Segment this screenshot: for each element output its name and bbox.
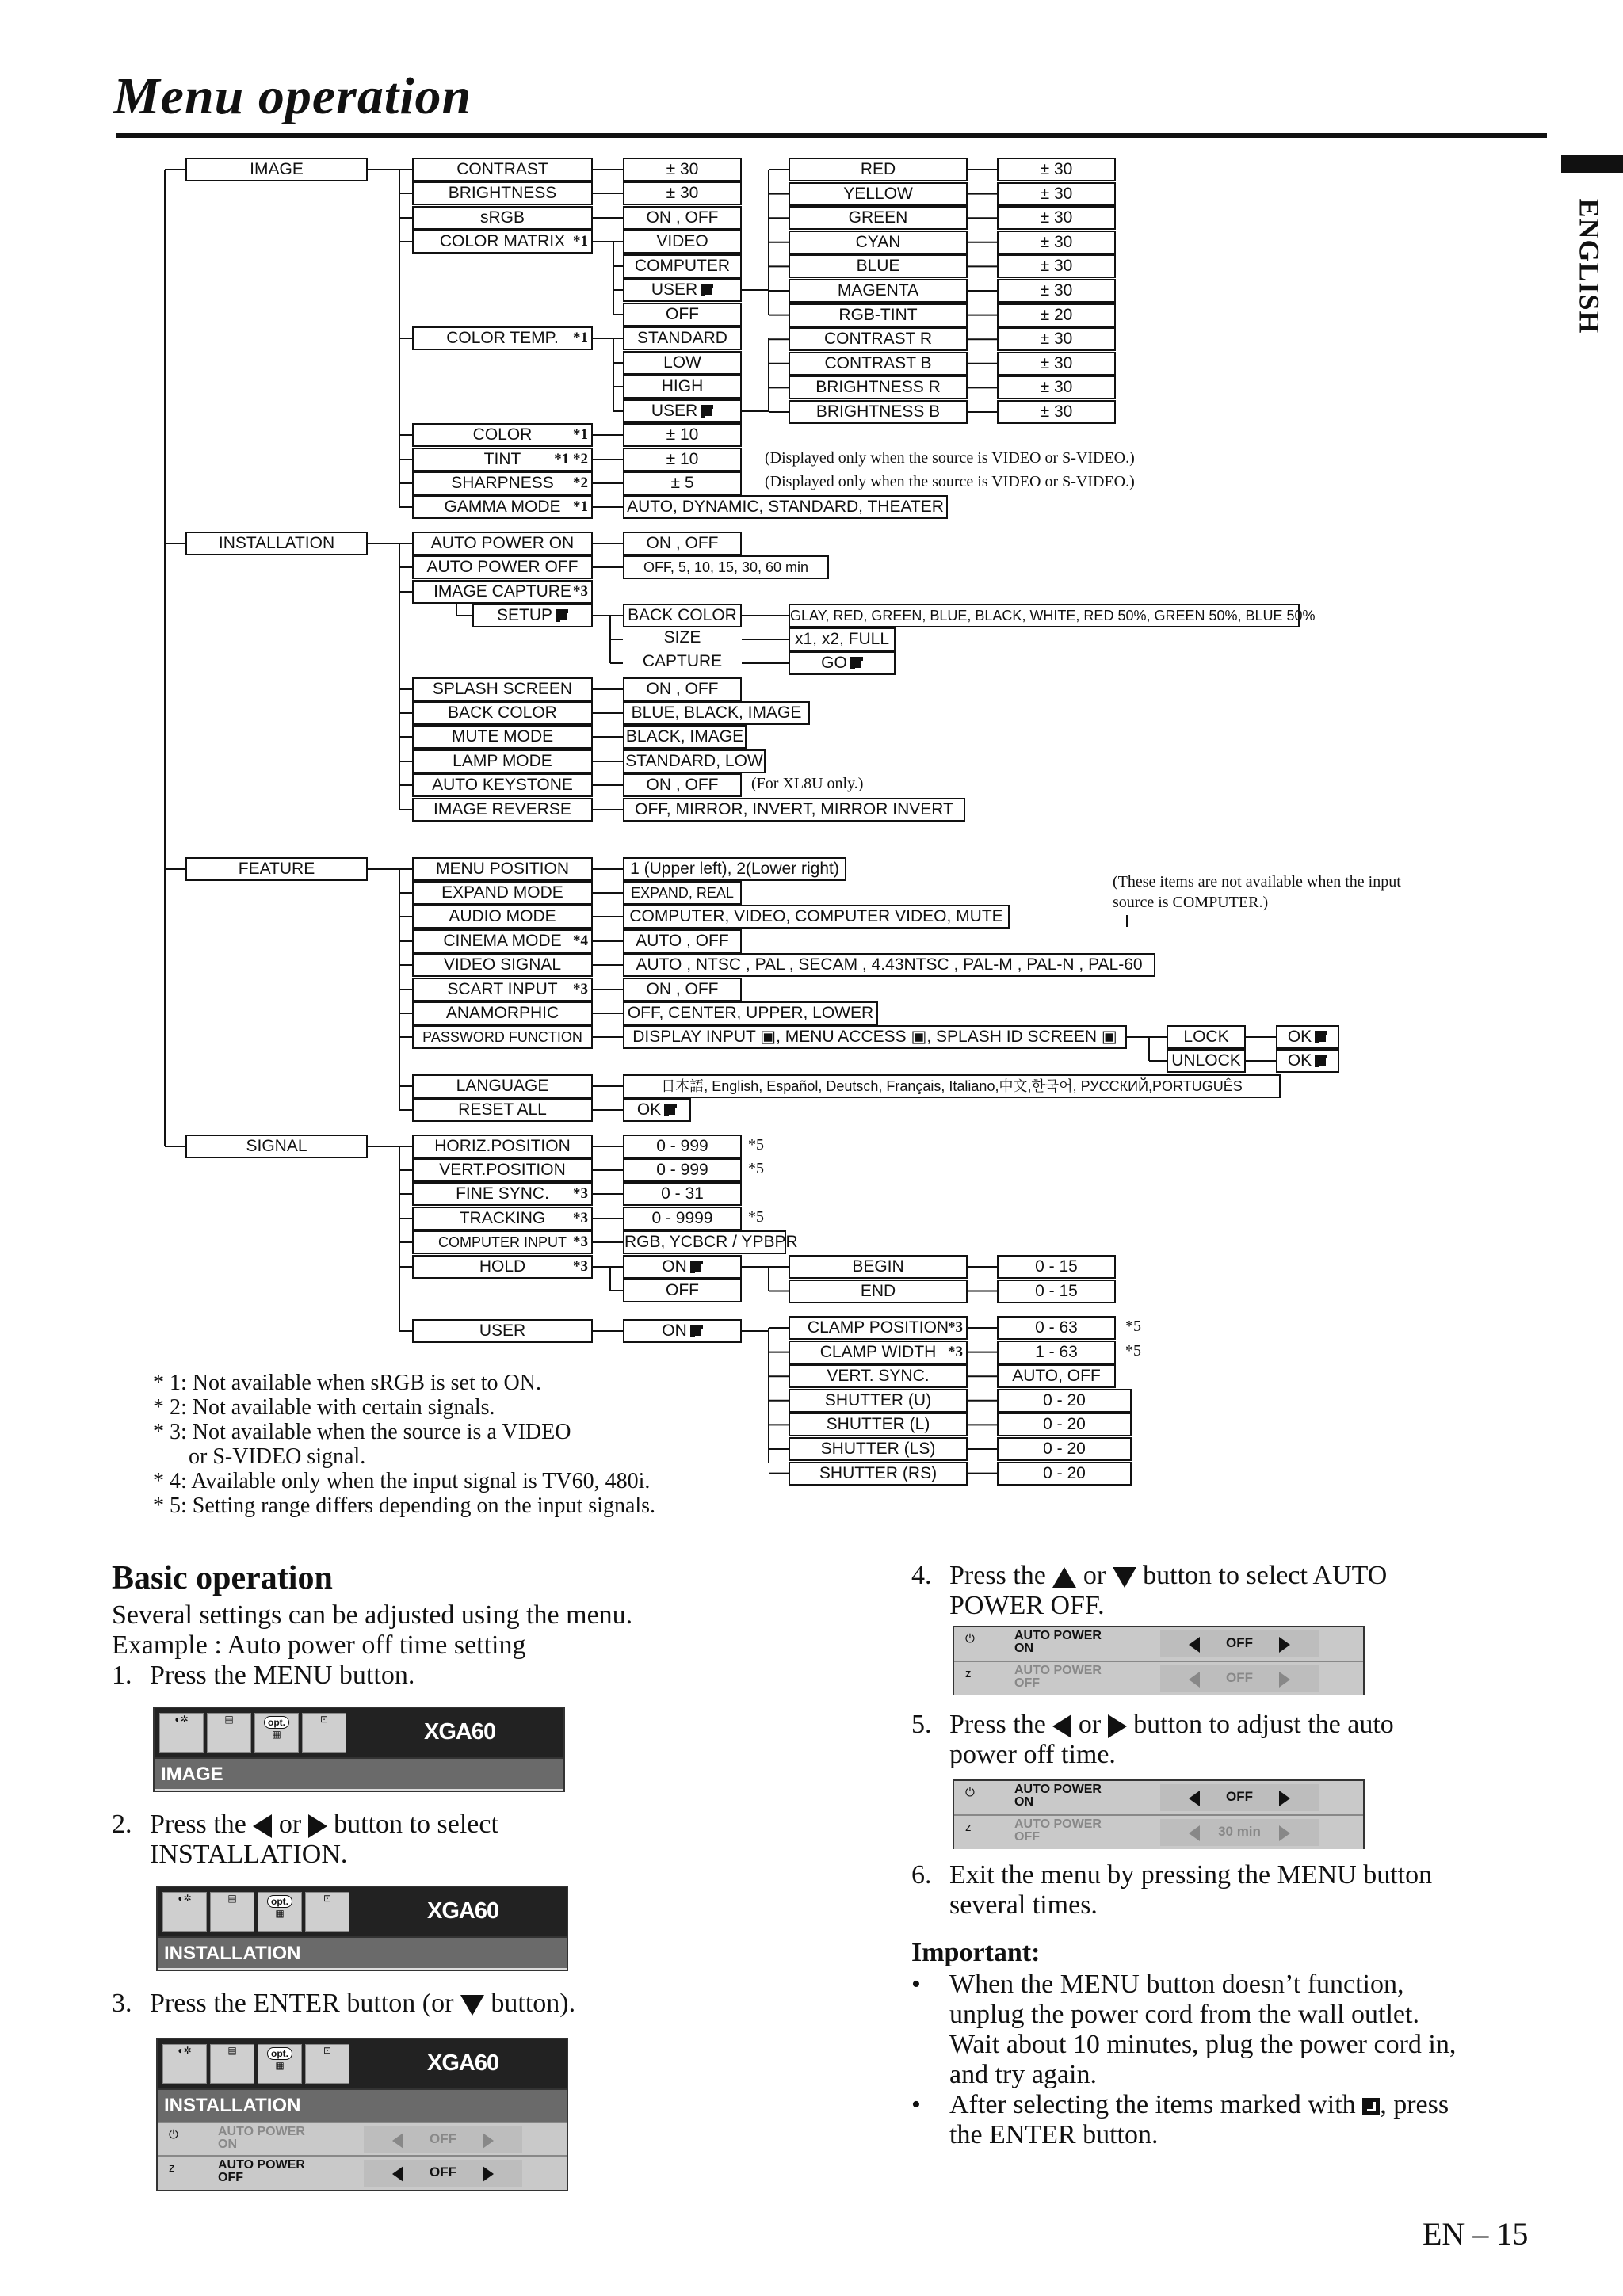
signal-item-user: USER: [412, 1319, 593, 1343]
user-value-4: 0 - 20: [997, 1413, 1132, 1436]
feature-item-menu-position: MENU POSITION: [412, 857, 593, 881]
footnote-0: * 1: Not available when sRGB is set to ON.: [153, 1371, 541, 1395]
image-icon: ◐✲: [159, 1713, 204, 1753]
user-item-shutter-ls: SHUTTER (LS): [789, 1437, 968, 1461]
signal-item-computer-input: COMPUTER INPUT *3: [412, 1230, 593, 1254]
osd-row-auto-power-on[interactable]: ⏻ AUTO POWER ON OFF: [158, 2122, 567, 2157]
user-item-shutter-rs: SHUTTER (RS): [789, 1462, 968, 1486]
signal-star-1: *5: [748, 1160, 764, 1177]
footnote-5: * 5: Setting range differs depending on the input signals.: [153, 1493, 656, 1518]
user-value-0: 0 - 63: [997, 1316, 1116, 1340]
right-arrow-icon[interactable]: [1279, 1825, 1290, 1841]
power-on-icon: ⏻: [169, 2128, 178, 2142]
feature-value-3: AUTO , OFF: [623, 929, 742, 953]
matrix-item-magenta: MAGENTA: [789, 279, 968, 303]
hold-item-end: END: [789, 1280, 968, 1303]
installation-item-splash-screen: SPLASH SCREEN: [412, 677, 593, 701]
user-item-shutter-u: SHUTTER (U): [789, 1389, 968, 1413]
osd-row-auto-power-on[interactable]: ⏻ AUTO POWER ON OFF: [954, 1627, 1363, 1661]
footnote-3: or S-VIDEO signal.: [189, 1444, 366, 1469]
page-number: EN – 15: [1423, 2216, 1529, 2252]
matrix-value-0: ± 30: [997, 158, 1116, 181]
footnote-1: * 2: Not available with certain signals.: [153, 1395, 495, 1420]
signal-item-horiz-position: HORIZ.POSITION: [412, 1135, 593, 1158]
osd-image-menu: [153, 1707, 565, 1792]
installation-value-1: OFF, 5, 10, 15, 30, 60 min: [623, 555, 829, 579]
right-arrow-icon[interactable]: [1279, 1672, 1290, 1688]
image-item-brightness: BRIGHTNESS: [412, 181, 593, 205]
feature-item-video-signal: VIDEO SIGNAL: [412, 953, 593, 977]
image-item-srgb: sRGB: [412, 206, 593, 230]
installation-value-7: BLACK, IMAGE: [623, 725, 747, 749]
signal-item-tracking: TRACKING *3: [412, 1207, 593, 1230]
osd-row-auto-power-off[interactable]: z AUTO POWER OFF 30 min: [954, 1814, 1363, 1849]
image-value-5: USER: [623, 278, 742, 302]
right-arrow-icon[interactable]: [1279, 1791, 1290, 1806]
osd-select-auto-power-off: [953, 1626, 1365, 1695]
matrix-item-green: GREEN: [789, 206, 968, 230]
feature-value-1: EXPAND, REAL: [623, 881, 742, 905]
image-item-color: COLOR *1: [412, 423, 593, 447]
matrix-value-3: ± 30: [997, 231, 1116, 254]
feature-value-7: DISPLAY INPUT ▣, MENU ACCESS ▣, SPLASH ID SCREEN ▣: [623, 1025, 1127, 1049]
matrix-item-red: RED: [789, 158, 968, 181]
osd-adjust-auto-power-off: [953, 1779, 1365, 1849]
signal-star-0: *5: [748, 1136, 764, 1154]
matrix-item-contrast-b: CONTRAST B: [789, 352, 968, 376]
basic-heading: Basic operation: [112, 1560, 333, 1596]
password-unlock: UNLOCK: [1167, 1049, 1246, 1073]
image-item-tint: TINT *1 *2: [412, 448, 593, 471]
image-value-1: ± 30: [623, 181, 742, 205]
right-arrow-icon[interactable]: [1279, 1637, 1290, 1653]
installation-item-setup: SETUP: [472, 604, 593, 627]
hold-value-1: 0 - 15: [997, 1280, 1116, 1303]
feature-item-reset-all: RESET ALL: [412, 1098, 593, 1122]
osd-installation-list: [156, 2038, 568, 2191]
up-arrow-icon: [1052, 1567, 1076, 1588]
sleep-icon: z: [169, 2161, 175, 2175]
page-title: Menu operation: [113, 67, 472, 125]
down-arrow-icon: [1113, 1567, 1136, 1588]
matrix-item-rgb-tint: RGB-TINT: [789, 303, 968, 327]
image-value-9: HIGH: [623, 375, 742, 399]
signal-item-fine-sync: FINE SYNC. *3: [412, 1182, 593, 1206]
footnote-4: * 4: Available only when the input signal is TV60, 480i.: [153, 1469, 651, 1493]
image-value-11: ± 10: [623, 423, 742, 447]
feature-value-4: AUTO , NTSC , PAL , SECAM , 4.43NTSC , PAL-M , PAL-N , PAL-60: [623, 953, 1155, 977]
image-icon: ◐✲: [162, 1892, 207, 1932]
password-unlock-ok: OK: [1276, 1049, 1339, 1073]
image-value-6: OFF: [623, 303, 742, 326]
enter-icon: [1315, 1031, 1327, 1043]
enter-icon: [850, 657, 863, 669]
xl8u-note: (For XL8U only.): [751, 775, 864, 792]
installation-value-2: BACK COLOR: [623, 604, 742, 627]
matrix-value-2: ± 30: [997, 206, 1116, 230]
osd-section: IMAGE: [155, 1757, 563, 1789]
image-value-2: ON , OFF: [623, 206, 742, 230]
feature-value-8: 日本語, English, Español, Deutsch, Français, Italiano,中文,한국어, РУССКИЙ,PORTUGUÊS: [623, 1074, 1281, 1098]
signal-value-0: 0 - 999: [623, 1135, 742, 1158]
installation-value-0: ON , OFF: [623, 532, 742, 555]
capture-value-2: GO: [789, 651, 896, 675]
osd-model: XGA60: [424, 1719, 496, 1745]
enter-icon: [690, 1261, 703, 1273]
user-item-vert-sync: VERT. SYNC.: [789, 1364, 968, 1388]
installation-item-back-color: BACK COLOR: [412, 701, 593, 725]
installation-item-auto-keystone: AUTO KEYSTONE: [412, 773, 593, 797]
user-value-1: 1 - 63: [997, 1341, 1116, 1364]
image-value-8: LOW: [623, 351, 742, 375]
image-value-3: VIDEO: [623, 230, 742, 254]
installation-item-auto-power-on: AUTO POWER ON: [412, 532, 593, 555]
feature-icon: opt. ▦: [258, 1892, 302, 1932]
feature-icon: opt. ▦: [258, 2044, 302, 2084]
image-item-gamma-mode: GAMMA MODE *1: [412, 495, 593, 519]
feature-item-anamorphic: ANAMORPHIC: [412, 1001, 593, 1025]
right-arrow-icon: [1108, 1714, 1127, 1738]
matrix-value-1: ± 30: [997, 182, 1116, 206]
side-tab-label: ENGLISH: [1573, 198, 1606, 334]
sleep-icon: z: [965, 1667, 972, 1680]
signal-icon: ⊡: [305, 1892, 349, 1932]
image-icon: ◐✲: [162, 2044, 207, 2084]
osd-installation-menu: [156, 1886, 568, 1971]
feature-item-language: LANGUAGE: [412, 1074, 593, 1098]
installation-item-image-reverse: IMAGE REVERSE: [412, 798, 593, 822]
installation-icon: ▤: [210, 2044, 254, 2084]
installation-value-10: OFF, MIRROR, INVERT, MIRROR INVERT: [623, 798, 965, 822]
matrix-value-4: ± 30: [997, 254, 1116, 278]
matrix-item-brightness-r: BRIGHTNESS R: [789, 376, 968, 399]
matrix-item-contrast-r: CONTRAST R: [789, 327, 968, 351]
enter-icon: [701, 405, 713, 418]
image-value-4: COMPUTER: [623, 254, 742, 278]
user-value-3: 0 - 20: [997, 1389, 1132, 1413]
image-value-14: AUTO, DYNAMIC, STANDARD, THEATER: [623, 495, 948, 519]
feature-value-6: OFF, CENTER, UPPER, LOWER: [623, 1001, 878, 1025]
sleep-icon: z: [965, 1821, 972, 1834]
signal-value-1: 0 - 999: [623, 1158, 742, 1182]
user-item-clamp-position: CLAMP POSITION *3: [789, 1316, 968, 1340]
user-value-2: AUTO, OFF: [997, 1364, 1116, 1388]
right-arrow-icon[interactable]: [483, 2133, 494, 2149]
signal-item-vert-position: VERT.POSITION: [412, 1158, 593, 1182]
enter-icon: [1315, 1055, 1327, 1067]
feature-item-password-function: PASSWORD FUNCTION: [412, 1025, 593, 1049]
feature-value-0: 1 (Upper left), 2(Lower right): [623, 857, 846, 881]
category-installation: INSTALLATION: [185, 532, 368, 555]
feature-item-cinema-mode: CINEMA MODE *4: [412, 929, 593, 953]
user-star-0: *5: [1125, 1318, 1141, 1335]
signal-value-6: OFF: [623, 1279, 742, 1302]
matrix-item-yellow: YELLOW: [789, 182, 968, 206]
category-image: IMAGE: [185, 158, 368, 181]
feature-item-audio-mode: AUDIO MODE: [412, 905, 593, 929]
down-arrow-icon: [460, 1995, 484, 2016]
matrix-value-5: ± 30: [997, 279, 1116, 303]
osd-row-auto-power-on[interactable]: ⏻ AUTO POWER ON OFF: [954, 1781, 1363, 1814]
important-heading: Important:: [911, 1938, 1041, 1967]
matrix-item-brightness-b: BRIGHTNESS B: [789, 400, 968, 424]
feature-item-scart-input: SCART INPUT *3: [412, 978, 593, 1001]
osd-section: INSTALLATION: [158, 2088, 567, 2122]
password-lock-ok: OK: [1276, 1025, 1339, 1049]
right-arrow-icon: [308, 1814, 327, 1838]
installation-value-4: CAPTURE: [623, 651, 742, 675]
feature-value-5: ON , OFF: [623, 978, 742, 1001]
image-value-10: USER: [623, 399, 742, 423]
osd-section: INSTALLATION: [158, 1936, 567, 1968]
right-arrow-icon[interactable]: [483, 2166, 494, 2182]
left-arrow-icon: [1052, 1714, 1071, 1738]
image-item-sharpness: SHARPNESS *2: [412, 471, 593, 495]
installation-value-9: ON , OFF: [623, 773, 742, 797]
image-value-0: ± 30: [623, 158, 742, 181]
installation-item-lamp-mode: LAMP MODE: [412, 749, 593, 773]
enter-icon: [1362, 2098, 1380, 2115]
category-feature: FEATURE: [185, 857, 368, 881]
osd-row-auto-power-off[interactable]: z AUTO POWER OFF OFF: [954, 1661, 1363, 1695]
matrix-value-8: ± 30: [997, 352, 1116, 376]
hold-value-0: 0 - 15: [997, 1255, 1116, 1279]
installation-item-auto-power-off: AUTO POWER OFF: [412, 555, 593, 579]
image-item-color-temp: COLOR TEMP. *1: [412, 326, 593, 350]
matrix-value-9: ± 30: [997, 376, 1116, 399]
power-on-icon: ⏻: [965, 1786, 975, 1799]
osd-model: XGA60: [427, 2050, 499, 2076]
basic-example: Example : Auto power off time setting: [112, 1630, 526, 1660]
hold-item-begin: BEGIN: [789, 1255, 968, 1279]
video-note-sharpness: (Displayed only when the source is VIDEO or S-VIDEO.): [765, 473, 1135, 490]
user-star-1: *5: [1125, 1342, 1141, 1360]
matrix-item-blue: BLUE: [789, 254, 968, 278]
image-value-7: STANDARD: [623, 326, 742, 350]
footnote-2: * 3: Not available when the source is a VIDEO: [153, 1420, 571, 1444]
user-value-5: 0 - 20: [997, 1437, 1132, 1461]
user-value-6: 0 - 20: [997, 1462, 1132, 1486]
user-item-shutter-l: SHUTTER (L): [789, 1413, 968, 1436]
signal-value-5: ON: [623, 1255, 742, 1279]
image-value-12: ± 10: [623, 448, 742, 471]
feature-item-expand-mode: EXPAND MODE: [412, 881, 593, 905]
enter-icon: [664, 1104, 677, 1116]
signal-star-2: *5: [748, 1208, 764, 1226]
signal-icon: ⊡: [305, 2044, 349, 2084]
installation-value-6: BLUE, BLACK, IMAGE: [623, 701, 810, 725]
image-item-contrast: CONTRAST: [412, 158, 593, 181]
enter-icon: [701, 284, 713, 296]
user-item-clamp-width: CLAMP WIDTH *3: [789, 1341, 968, 1364]
computer-note-line1: (These items are not available when the input: [1113, 873, 1401, 891]
matrix-value-6: ± 20: [997, 303, 1116, 327]
feature-icon: opt. ▦: [254, 1713, 299, 1753]
signal-value-7: ON: [623, 1319, 742, 1343]
installation-value-5: ON , OFF: [623, 677, 742, 701]
video-note-tint: (Displayed only when the source is VIDEO or S-VIDEO.): [765, 449, 1135, 467]
enter-icon: [690, 1325, 703, 1337]
installation-item-mute-mode: MUTE MODE: [412, 725, 593, 749]
installation-value-3: SIZE: [623, 627, 742, 651]
signal-value-4: RGB, YCBCR / YPBPR: [623, 1230, 786, 1254]
osd-row-auto-power-off[interactable]: z AUTO POWER OFF OFF: [158, 2155, 567, 2190]
image-item-color-matrix: COLOR MATRIX *1: [412, 230, 593, 254]
capture-value-1: x1, x2, FULL: [789, 627, 896, 651]
password-lock: LOCK: [1167, 1025, 1246, 1049]
installation-value-8: STANDARD, LOW: [623, 749, 766, 773]
matrix-item-cyan: CYAN: [789, 231, 968, 254]
category-signal: SIGNAL: [185, 1135, 368, 1158]
left-arrow-icon: [253, 1814, 272, 1838]
installation-item-image-capture: IMAGE CAPTURE *3: [412, 580, 593, 604]
matrix-value-7: ± 30: [997, 327, 1116, 351]
feature-value-9: OK: [623, 1098, 691, 1122]
signal-value-2: 0 - 31: [623, 1182, 742, 1206]
computer-note-line2: source is COMPUTER.): [1113, 894, 1269, 911]
basic-intro: Several settings can be adjusted using the menu.: [112, 1600, 633, 1630]
signal-icon: ⊡: [302, 1713, 346, 1753]
osd-model: XGA60: [427, 1898, 499, 1924]
image-value-13: ± 5: [623, 471, 742, 495]
power-on-icon: ⏻: [965, 1632, 975, 1646]
signal-item-hold: HOLD *3: [412, 1255, 593, 1279]
signal-value-3: 0 - 9999: [623, 1207, 742, 1230]
capture-value-0: GLAY, RED, GREEN, BLUE, BLACK, WHITE, RED 50%, GREEN 50%, BLUE 50%: [789, 604, 1300, 627]
matrix-value-10: ± 30: [997, 400, 1116, 424]
installation-icon: ▤: [207, 1713, 251, 1753]
enter-icon: [556, 609, 568, 622]
feature-value-2: COMPUTER, VIDEO, COMPUTER VIDEO, MUTE: [623, 905, 1010, 929]
installation-icon: ▤: [210, 1892, 254, 1932]
